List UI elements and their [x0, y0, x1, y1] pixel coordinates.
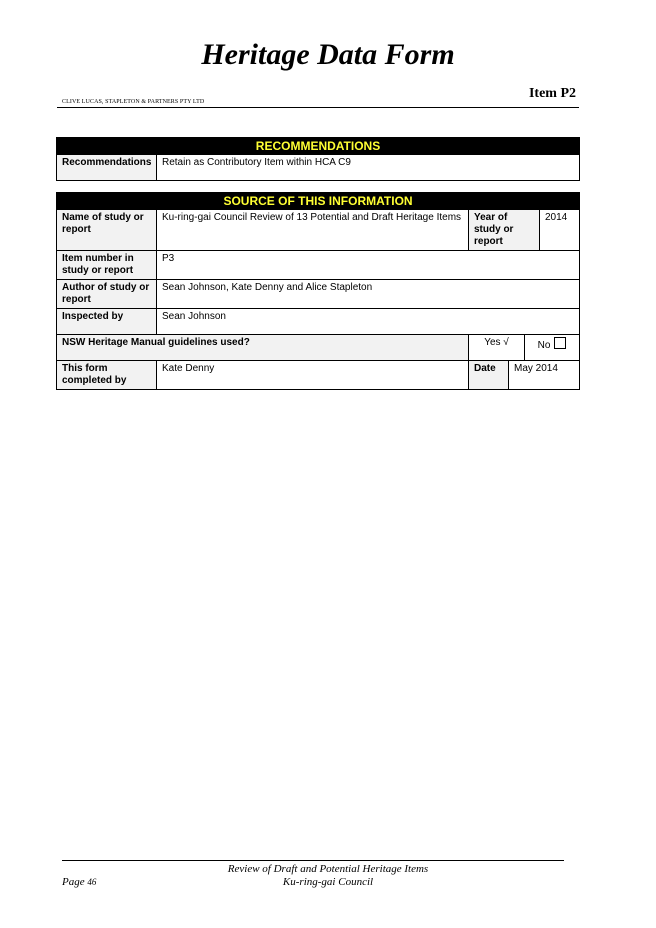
source-heading: SOURCE OF THIS INFORMATION [57, 193, 580, 210]
no-checkbox[interactable] [554, 337, 566, 349]
item-id: Item P2 [528, 86, 576, 101]
completed-label: This form completed by [57, 361, 157, 390]
date-value: May 2014 [509, 361, 580, 390]
footer-divider [62, 860, 564, 861]
footer-line-2: Ku-ring-gai Council [282, 876, 374, 888]
guidelines-yes [469, 335, 525, 361]
author-label: Author of study or report [57, 280, 157, 309]
source-table [56, 192, 580, 390]
recommendations-heading: RECOMMENDATIONS [57, 138, 580, 155]
firm-name: CLIVE LUCAS, STAPLETON & PARTNERS PTY LTD [62, 99, 205, 105]
header-divider [57, 107, 579, 108]
recommendations-label: Recommendations [57, 155, 157, 181]
item-number-label: Item number in study or report [57, 251, 157, 280]
author-value: Sean Johnson, Kate Denny and Alice Stapleton [157, 280, 580, 309]
guidelines-label: NSW Heritage Manual guidelines used? [57, 335, 469, 361]
inspected-label: Inspected by [57, 309, 157, 335]
footer-line-1: Review of Draft and Potential Heritage Items [227, 863, 429, 875]
completed-value: Kate Denny [157, 361, 469, 390]
item-number-value: P3 [157, 251, 580, 280]
yes-label: Yes √ [484, 337, 509, 348]
year-value: 2014 [540, 210, 580, 251]
guidelines-no [525, 335, 580, 361]
date-label: Date [469, 361, 509, 390]
inspected-value: Sean Johnson [157, 309, 580, 335]
page-label: Page [62, 876, 85, 888]
year-label: Year of study or report [469, 210, 540, 251]
study-name-value: Ku-ring-gai Council Review of 13 Potential and Draft Heritage Items [157, 210, 469, 251]
page-number [62, 876, 96, 888]
page-number-value: 46 [87, 877, 97, 887]
recommendations-table [56, 137, 580, 181]
study-name-label: Name of study or report [57, 210, 157, 251]
page-title: Heritage Data Form [201, 38, 455, 71]
recommendations-value: Retain as Contributory Item within HCA C9 [157, 155, 580, 181]
no-label: No [537, 340, 551, 351]
